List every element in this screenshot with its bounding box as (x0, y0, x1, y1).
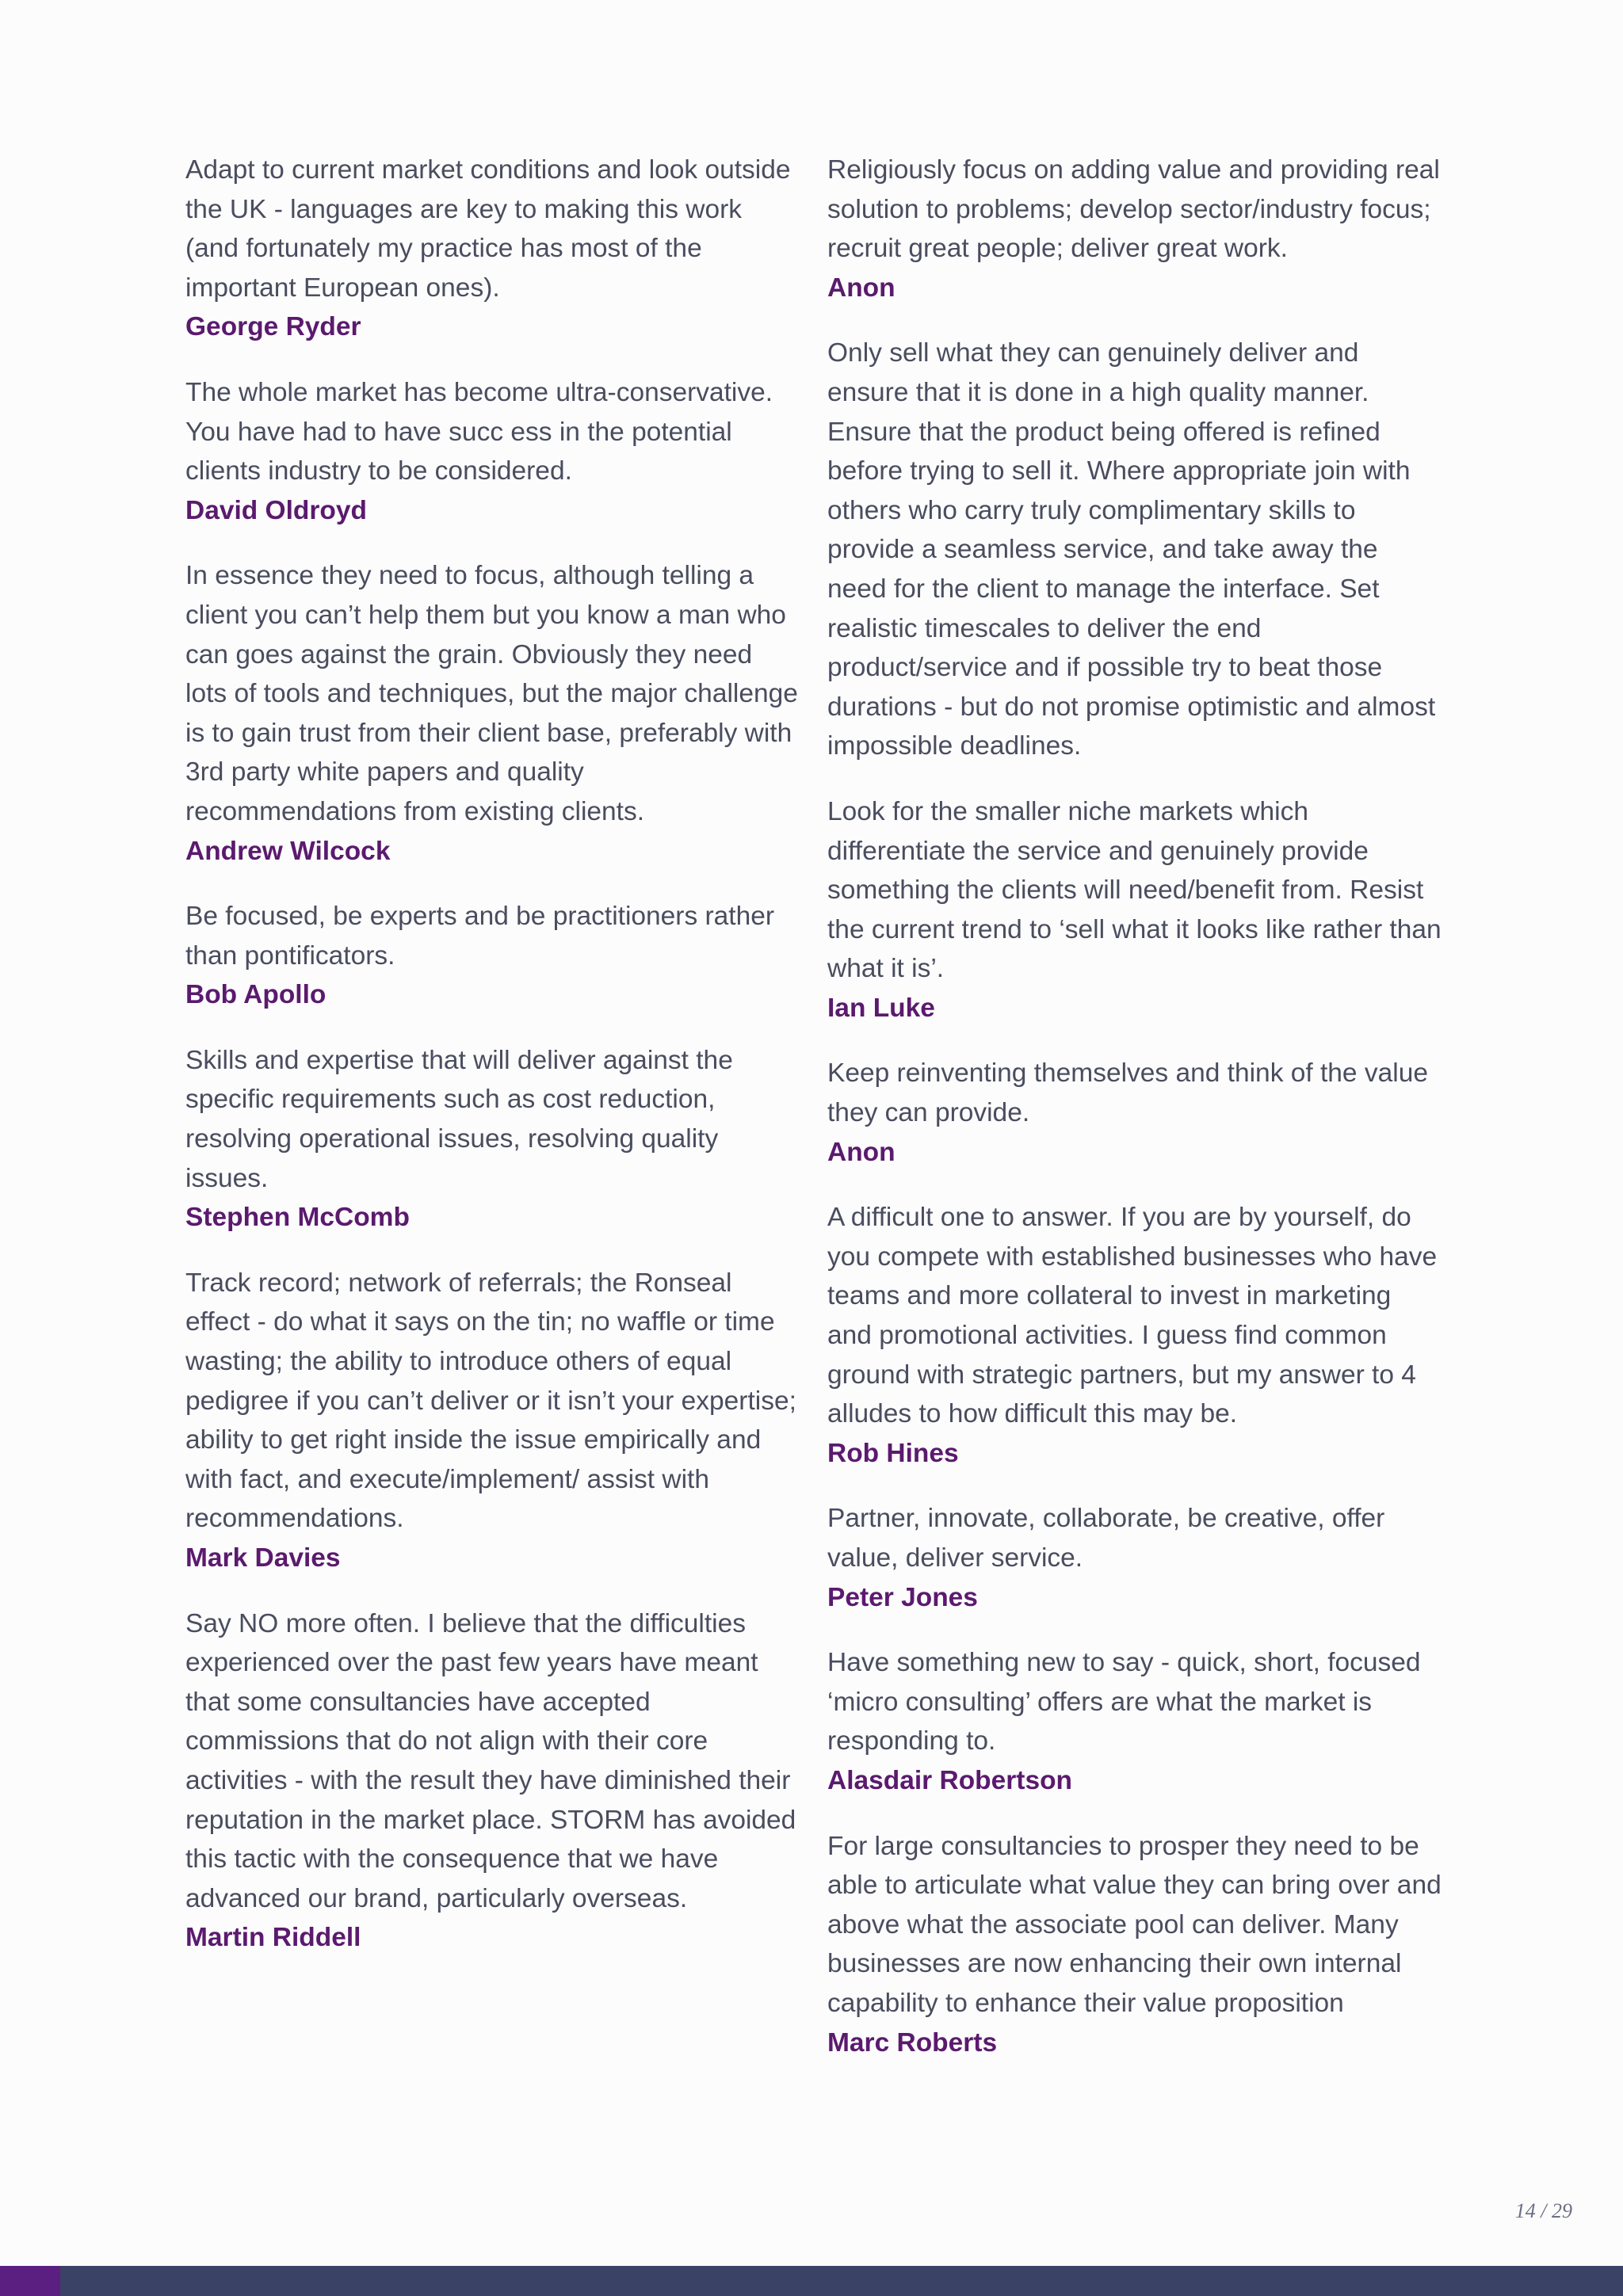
quote (827, 1054, 1442, 1172)
page-number: 14 / 29 (1514, 2199, 1572, 2222)
quote-text: A difficult one to answer. If you are by yourself, do you compete with established businesses who have teams and more collateral to invest in marketing and promotional activities. I guess find common ground with strategic partners, but my answer to 4 alludes to how difficult this may be. (827, 1203, 1438, 1429)
quote-text: Be focused, be experts and be practitioners rather than pontificators. (185, 902, 775, 971)
quote-text: Have something new to say - quick, short, focused ‘micro consulting’ offers are what the market is responding to. (827, 1648, 1421, 1756)
quote (185, 1264, 800, 1578)
quote-text: Adapt to current market conditions and look outside the UK - languages are key to making this work (and fortunately my practice has most of the important European ones). (185, 155, 791, 303)
quote (827, 151, 1442, 307)
quote-author: Mark Davies (185, 1543, 341, 1573)
quote (827, 1198, 1442, 1473)
quote-author: Martin Riddell (185, 1923, 361, 1953)
quote-author: George Ryder (185, 312, 361, 342)
quote-text: The whole market has become ultra-conservative. You have had to have succ ess in the potential clients industry to be considered. (185, 377, 773, 486)
footer-bar (0, 2266, 1623, 2296)
quote (185, 373, 800, 530)
quote-text: In essence they need to focus, although telling a client you can’t help them but you know a man who can goes against the grain. Obviously they need lots of tools and techniques, but the major challenge is to gain trust from their client base, preferably with 3rd party white papers and quality recommendations from existing clients. (185, 561, 798, 826)
quote (185, 556, 800, 871)
quote-text: For large consultancies to prosper they need to be able to articulate what value they can bring over and above what the associate pool can deliver. Many businesses are now enhancing their own internal capability to enhance their value proposition (827, 1831, 1442, 2018)
quote-author: Anon (827, 273, 896, 303)
quote (827, 1827, 1442, 2063)
quote (827, 1499, 1442, 1617)
quote (185, 1041, 800, 1238)
quote-author: Ian Luke (827, 993, 935, 1023)
quote (185, 897, 800, 1015)
quote-author: Stephen McComb (185, 1203, 410, 1233)
quote-text: Look for the smaller niche markets which differentiate the service and genuinely provide something the clients will need/benefit from. Resist the current trend to ‘sell what it looks like rather than what it is’. (827, 796, 1442, 984)
quote-author: Alasdair Robertson (827, 1765, 1073, 1795)
quote-text: Skills and expertise that will deliver against the specific requirements such as cost reduction, resolving operational issues, resolving quality issues. (185, 1045, 733, 1193)
quote-author: Andrew Wilcock (185, 836, 391, 866)
quote (185, 151, 800, 347)
quote (827, 792, 1442, 1028)
quote-author: Bob Apollo (185, 980, 327, 1010)
quote-text: Keep reinventing themselves and think of the value they can provide. (827, 1058, 1428, 1128)
quote-author: Peter Jones (827, 1582, 978, 1612)
quote-text: Track record; network of referrals; the Ronseal effect - do what it says on the tin; no waffle or time wasting; the ability to introduce others of equal pedigree if you can’t deliver or it isn’t your expertise; ability to get right inside the issue empirically and with fact, and execute/implement/ assist with recommendations. (185, 1268, 796, 1534)
quote-text: Only sell what they can genuinely deliver and ensure that it is done in a high quality manner. Ensure that the product being offered is refined before trying to sell it. Where appropriate join with others who carry truly complimentary skills to provide a seamless service, and take away the need for the client to manage the interface. Set realistic timescales to deliver the end product/service and if possible try to beat those durations - but do not promise optimistic and almost impossible deadlines. (827, 338, 1436, 761)
quote (827, 1643, 1442, 1800)
quote-author: David Oldroyd (185, 495, 367, 525)
right-column (827, 151, 1442, 2088)
left-column (185, 151, 800, 1984)
quote-author: Marc Roberts (827, 2027, 998, 2058)
quote (827, 334, 1442, 766)
quote-author: Rob Hines (827, 1438, 959, 1468)
footer-accent (0, 2266, 60, 2296)
quote (185, 1604, 800, 1958)
quote-author: Anon (827, 1137, 896, 1167)
quote-text: Religiously focus on adding value and providing real solution to problems; develop sector/industry focus; recruit great people; deliver great work. (827, 155, 1440, 264)
quote-text: Say NO more often. I believe that the difficulties experienced over the past few years have meant that some consultancies have accepted commissions that do not align with their core activities - with the result they have diminished their reputation in the market place. STORM has avoided this tactic with the consequence that we have advanced our brand, particularly overseas. (185, 1608, 796, 1913)
quote-text: Partner, innovate, collaborate, be creative, offer value, deliver service. (827, 1504, 1385, 1573)
